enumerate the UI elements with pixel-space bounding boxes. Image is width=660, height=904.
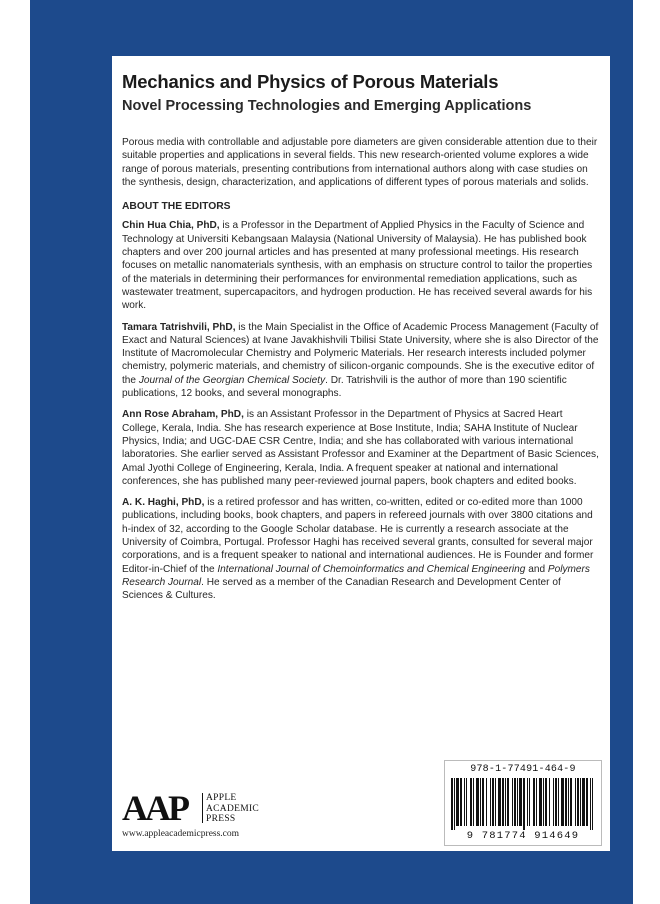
editor-bio-text: and xyxy=(525,563,548,575)
barcode-bar xyxy=(575,778,576,826)
barcode-bar xyxy=(582,778,585,826)
publisher-logo xyxy=(122,784,302,844)
barcode-bar xyxy=(592,778,593,830)
barcode-bar xyxy=(536,778,537,826)
editor-bio-text: is the Main Specialist in the Office of Academic Process Management (Faculty of Exact and Natural Sciences) at Ivane Javakhishvili Tbilisi State University, where she is also Director of the Institute of Macromolecular Chemistry and Polymeric Materials. Her research interests included polymer chemistry, polymeric materials, and chemistry of silicon-organic compounds. She is the executive editor of the xyxy=(122,321,599,386)
barcode-bar xyxy=(454,778,455,830)
barcode-bar xyxy=(514,778,516,826)
barcode-bar xyxy=(507,778,509,826)
back-cover xyxy=(30,0,633,904)
barcode-bar xyxy=(490,778,491,826)
editor-bio-text: is a retired professor and has written, co-written, edited or co-edited more than 1000 publications, including books, book chapters, and papers in refereed journals with over 3800 citations and h-index of 32, according to the Google Scholar database. He is currently a research associate at the University of Coimbra, Portugal. Professor Haghi has received several grants, consulted for several major corporations, and is a frequent speaker to national and international audiences. He is Founder and former Editor-in-Chief of the xyxy=(122,497,594,575)
barcode-bar xyxy=(545,778,547,826)
barcode-bar xyxy=(529,778,530,826)
barcode-bar xyxy=(466,778,467,826)
barcode-bar xyxy=(586,778,588,826)
editor-bio-abraham xyxy=(122,408,602,488)
isbn-barcode xyxy=(444,760,602,846)
barcode-bar xyxy=(486,778,487,826)
book-description: Porous media with controllable and adjustable pore diameters are given considerable attention due to their suitable properties and applications in several fields. This new research-oriented volume explores a wide range of porous materials, presenting contributions from international authors along with case studies on the synthesis, design, characterization, and applications of different types of porous materials and solids. xyxy=(122,137,598,188)
publisher-name xyxy=(206,793,259,825)
editor-name: A. K. Haghi, PhD, xyxy=(122,497,205,509)
barcode-bar xyxy=(460,778,462,826)
isbn-number: 978-1-77491-464-9 xyxy=(470,764,576,775)
barcode-bar xyxy=(451,778,453,830)
barcode-bar xyxy=(555,778,557,826)
barcode-bar xyxy=(549,778,550,826)
editor-bio-text: . Dr. Tatrishvili is the author of more than 190 scientific publications, 12 books, and several monographs. xyxy=(122,374,567,400)
publisher-website: www.appleacademicpress.com xyxy=(122,829,240,839)
editors-heading: ABOUT THE EDITORS xyxy=(122,201,231,213)
editor-bio-text: is a Professor in the Department of Applied Physics in the Faculty of Science and Technology at Universiti Kebangsaan Malaysia (National University of Malaysia). He has published book chapters and over 200 journal articles and has presented at many professional meetings. His research focuses on metallic nanomaterials synthesis, with an emphasis on structure control to tailor the properties of the materials in determining their performances for environmental remediation applications, such as wastewater treatment, supercapacitors, and hydrogen production. He has received several awards for his work. xyxy=(122,220,593,312)
barcode-bar xyxy=(498,778,501,826)
barcode-bar xyxy=(492,778,494,826)
editor-bio-text: . He served as a member of the Canadian Research and Development Center of Sciences & Cultures. xyxy=(122,576,561,602)
barcode-bar xyxy=(470,778,472,826)
barcode-bar xyxy=(480,778,481,826)
barcode-bar xyxy=(519,778,522,826)
barcode-bar xyxy=(495,778,496,826)
editor-name: Chin Hua Chia, PhD, xyxy=(122,220,220,232)
barcode-bar xyxy=(577,778,579,826)
barcode-bar xyxy=(558,778,559,826)
journal-title: Journal of the Georgian Chemical Society xyxy=(138,374,326,386)
body-text xyxy=(122,136,602,611)
content-panel xyxy=(112,56,610,851)
barcode-bar xyxy=(505,778,506,826)
barcode-digits: 9 781774 914649 xyxy=(466,830,580,842)
journal-title: Polymers Research Journal xyxy=(122,563,590,588)
barcode-bar xyxy=(580,778,581,826)
barcode-bar xyxy=(464,778,465,826)
barcode-bar xyxy=(561,778,564,826)
publisher-name-line: ACADEMIC xyxy=(206,803,260,814)
barcode-bar xyxy=(473,778,474,826)
logo-divider xyxy=(202,793,203,823)
barcode-bar xyxy=(570,778,572,826)
barcode-bar xyxy=(539,778,542,826)
barcode-bar xyxy=(565,778,567,826)
book-title: Mechanics and Physics of Porous Materials xyxy=(122,71,499,92)
logo-mark: AAP xyxy=(122,788,187,828)
barcode-bars xyxy=(451,778,595,830)
barcode-bar xyxy=(533,778,535,826)
editor-name: Ann Rose Abraham, PhD, xyxy=(122,409,244,421)
editor-bio-tatrishvili xyxy=(122,321,602,401)
barcode-bar xyxy=(553,778,554,826)
journal-title: International Journal of Chemoinformatics and Chemical Engineering xyxy=(217,563,526,575)
barcode-bar xyxy=(517,778,518,826)
barcode-bar xyxy=(502,778,504,826)
book-subtitle: Novel Processing Technologies and Emerging Applications xyxy=(122,98,532,114)
barcode-bar xyxy=(476,778,479,826)
barcode-bar xyxy=(527,778,528,826)
barcode-bar xyxy=(456,778,459,826)
editor-bio-text: is an Assistant Professor in the Department of Physics at Sacred Heart College, Kerala, India. She has research experience at Bose Institute, India; SAHA Institute of Nuclear Physics, India; and UGC-DAE CSR Centre, India; and she has collaborated with various international laboratories. She earlier served as Assistant Professor and Examiner at the Department of Basic Sciences, Amal Jyothi College of Engineering, Kerala, India. A frequent speaker at national and international conferences, she has published many peer-reviewed journal papers, book chapters and edited books. xyxy=(122,409,599,487)
barcode-bar xyxy=(512,778,513,826)
publisher-name-line: APPLE xyxy=(206,793,237,803)
editor-name: Tamara Tatrishvili, PhD, xyxy=(122,321,236,333)
barcode-bar xyxy=(543,778,544,826)
barcode-bar xyxy=(590,778,591,830)
barcode-bar xyxy=(568,778,569,826)
editor-bio-chia xyxy=(122,219,602,312)
publisher-name-line: PRESS xyxy=(206,814,236,824)
barcode-bar xyxy=(482,778,484,826)
editor-bio-haghi xyxy=(122,496,602,602)
barcode-bar xyxy=(523,778,525,830)
